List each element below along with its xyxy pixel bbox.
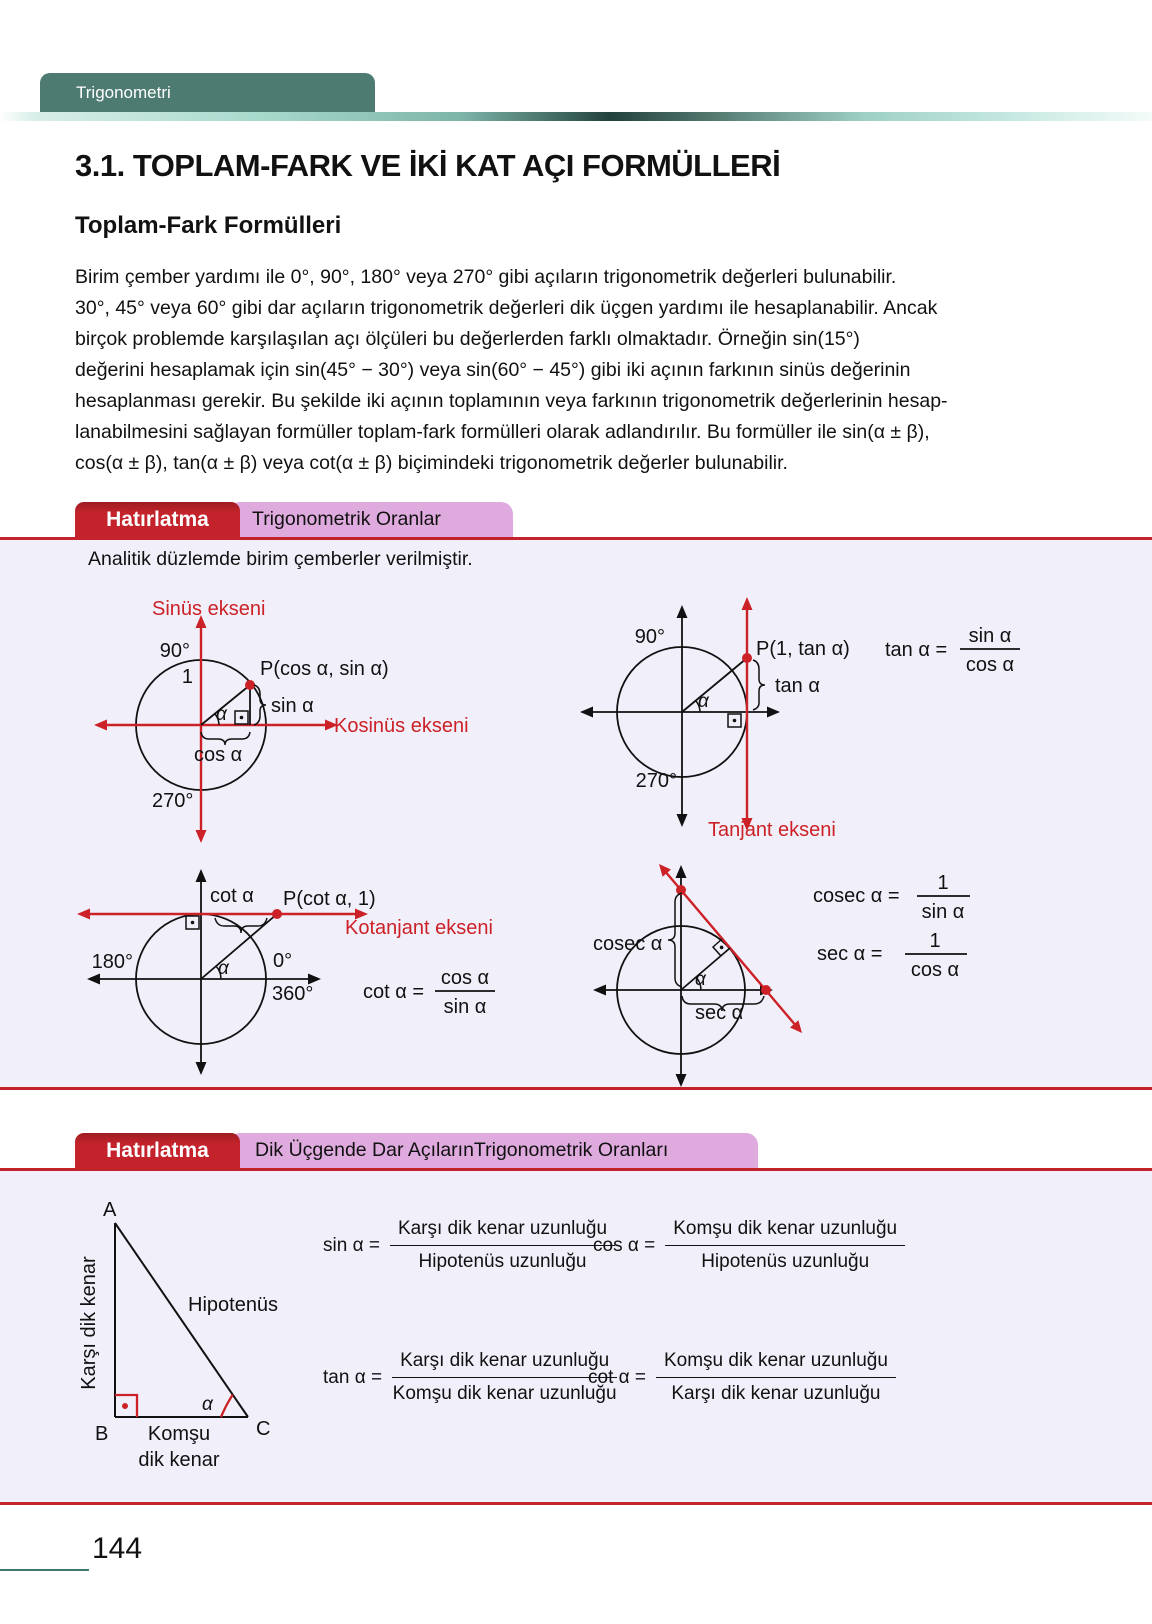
alpha-label: α bbox=[202, 1394, 213, 1415]
hypotenuse-side bbox=[115, 1223, 248, 1417]
cos-ratio-formula bbox=[593, 1218, 905, 1273]
arrow-down-icon bbox=[196, 1062, 207, 1075]
point-p-label: P(cot α, 1) bbox=[283, 888, 376, 910]
hypotenuse-label: Hipotenüs bbox=[188, 1294, 279, 1316]
deg180-label: 180° bbox=[91, 951, 133, 973]
fraction bbox=[392, 1350, 617, 1405]
sec-formula-num: 1 bbox=[929, 930, 941, 952]
arrow-up-icon bbox=[677, 605, 688, 618]
right-angle-dot bbox=[191, 921, 195, 925]
footer-rule bbox=[0, 1569, 89, 1571]
page-number: 144 bbox=[92, 1532, 143, 1565]
deg0-label: 0° bbox=[273, 950, 293, 972]
section-title: 3.1. TOPLAM-FARK VE İKİ KAT AÇI FORMÜLLERİ bbox=[75, 148, 781, 183]
cosec-formula-num: 1 bbox=[937, 872, 949, 894]
paragraph-line: lanabilmesini sağlayan formüller toplam-fark formülleri olarak adlandırılır. Bu formüller ile sin(α ± β), bbox=[75, 421, 930, 443]
right-angle-dot bbox=[122, 1403, 128, 1409]
alpha-label: α bbox=[216, 704, 227, 725]
opposite-side-label: Karşı dik kenar bbox=[78, 1256, 100, 1390]
vertex-a-label: A bbox=[103, 1199, 117, 1221]
point-p-dot bbox=[245, 680, 255, 690]
tangent-axis-label: Tanjant ekseni bbox=[708, 819, 836, 841]
arrow-left-icon bbox=[94, 720, 107, 731]
point-p-label: P(1, tan α) bbox=[756, 638, 850, 660]
cosec-brace bbox=[668, 893, 682, 987]
paragraph-line: hesaplanması gerekir. Bu şekilde iki açının toplamının veya farkının trigonometrik değerlerinin hesap- bbox=[75, 390, 948, 412]
cot-formula-num: cos α bbox=[440, 967, 490, 989]
chapter-tab-label: Trigonometri bbox=[76, 82, 171, 102]
formula-lhs: cos α = bbox=[593, 1234, 656, 1256]
fraction bbox=[390, 1218, 615, 1273]
vertex-c-label: C bbox=[256, 1418, 271, 1440]
deg270-label: 270° bbox=[152, 790, 194, 812]
cot-formula-lhs: cot α = bbox=[363, 981, 425, 1003]
arrow-left-icon bbox=[77, 909, 90, 920]
tan-ratio-formula bbox=[323, 1350, 617, 1405]
point-p-dot bbox=[742, 653, 752, 663]
vertex-b-label: B bbox=[95, 1423, 109, 1445]
sine-axis-label: Sinüs ekseni bbox=[152, 598, 266, 620]
cosine-axis-label: Kosinüs ekseni bbox=[334, 715, 469, 737]
deg90-label: 90° bbox=[634, 626, 665, 648]
sin-ratio-formula bbox=[323, 1218, 615, 1273]
arrow-left-icon bbox=[87, 974, 100, 985]
cosec-formula-den: sin α bbox=[921, 901, 965, 923]
right-angle-dot bbox=[240, 716, 244, 720]
section-subtitle: Toplam-Fark Formülleri bbox=[75, 212, 342, 239]
tan-formula-den: cos α bbox=[965, 654, 1015, 676]
right-angle-dot bbox=[733, 719, 737, 723]
arrow-down-icon bbox=[677, 814, 688, 827]
sec-formula-den: cos α bbox=[910, 959, 960, 981]
tan-formula-lhs: tan α = bbox=[885, 639, 948, 661]
tan-formula-num: sin α bbox=[968, 625, 1012, 647]
arrow-right-icon bbox=[767, 707, 780, 718]
adjacent-side-label-line2: dik kenar bbox=[138, 1449, 220, 1471]
reminder2-tab-label: Hatırlatma bbox=[106, 1139, 209, 1162]
cot-formula-den: sin α bbox=[443, 996, 487, 1018]
fraction bbox=[665, 1218, 905, 1273]
paragraph-line: cos(α ± β), tan(α ± β) veya cot(α ± β) biçimindeki trigonometrik değerler bulunabilir. bbox=[75, 452, 788, 474]
cot-label: cot α bbox=[210, 885, 254, 907]
reminder1-topic-label: Trigonometrik Oranlar bbox=[252, 508, 441, 530]
point-p-label: P(cos α, sin α) bbox=[260, 658, 389, 680]
intro-paragraph bbox=[75, 262, 1095, 479]
deg90-label: 90° bbox=[159, 640, 190, 662]
arrow-up-icon bbox=[742, 597, 753, 610]
cos-label: cos α bbox=[194, 744, 243, 766]
fraction-denominator: Karşı dik kenar uzunluğu bbox=[671, 1383, 881, 1404]
cotangent-axis-label: Kotanjant ekseni bbox=[345, 917, 493, 939]
point-p-dot bbox=[272, 909, 282, 919]
paragraph-line: Birim çember yardımı ile 0°, 90°, 180° veya 270° gibi açıların trigonometrik değerleri bulunabilir. bbox=[75, 266, 897, 288]
reminder1-tab-label: Hatırlatma bbox=[106, 508, 209, 531]
fraction-numerator: Karşı dik kenar uzunluğu bbox=[392, 1350, 617, 1378]
fraction-denominator: Komşu dik kenar uzunluğu bbox=[392, 1383, 617, 1404]
header-gradient-bar bbox=[0, 112, 1152, 121]
cosec-formula-lhs: cosec α = bbox=[813, 885, 900, 907]
tan-label: tan α bbox=[775, 675, 820, 697]
fraction-denominator: Hipotenüs uzunluğu bbox=[701, 1251, 870, 1272]
cot-brace bbox=[215, 918, 267, 933]
angle-arc bbox=[221, 1395, 233, 1417]
fraction bbox=[656, 1350, 896, 1405]
deg360-label: 360° bbox=[272, 983, 314, 1005]
chapter-tab bbox=[40, 73, 375, 112]
unit-circle-sincos-diagram bbox=[90, 575, 490, 847]
arrow-down-icon bbox=[676, 1074, 687, 1087]
formula-lhs: sin α = bbox=[323, 1234, 380, 1256]
fraction-denominator: Hipotenüs uzunluğu bbox=[418, 1251, 587, 1272]
radius-one-label: 1 bbox=[181, 666, 193, 688]
cosec-label: cosec α bbox=[593, 933, 663, 955]
unit-circle-cotangent-diagram bbox=[75, 855, 525, 1090]
unit-circle-secant-diagram bbox=[555, 855, 1035, 1095]
fraction-numerator: Komşu dik kenar uzunluğu bbox=[665, 1218, 905, 1246]
reminder1-intro: Analitik düzlemde birim çemberler verilmiştir. bbox=[88, 548, 473, 570]
reminder1-tab bbox=[75, 502, 240, 538]
formula-lhs: tan α = bbox=[323, 1366, 383, 1388]
alpha-label: α bbox=[218, 958, 229, 979]
sin-label: sin α bbox=[271, 695, 314, 717]
radius-line bbox=[682, 658, 747, 712]
reminder2-tab bbox=[75, 1133, 240, 1169]
fraction-numerator: Komşu dik kenar uzunluğu bbox=[656, 1350, 896, 1378]
arrow-left-icon bbox=[580, 707, 593, 718]
adjacent-side-label-line1: Komşu bbox=[147, 1423, 211, 1445]
reminder2-topic-label: Dik Üçgende Dar AçılarınTrigonometrik Oranları bbox=[255, 1139, 669, 1161]
arrow-up-icon bbox=[676, 865, 687, 878]
paragraph-line: 30°, 45° veya 60° gibi dar açıların trigonometrik değerleri dik üçgen yardımı ile hesaplanabilir. Ancak bbox=[75, 297, 938, 319]
right-triangle-diagram bbox=[75, 1195, 325, 1480]
fraction-numerator: Karşı dik kenar uzunluğu bbox=[390, 1218, 615, 1246]
formula-lhs: cot α = bbox=[588, 1366, 646, 1388]
right-angle-dot bbox=[720, 946, 724, 950]
arrow-left-icon bbox=[593, 985, 606, 996]
alpha-label: α bbox=[695, 969, 706, 990]
paragraph-line: değerini hesaplamak için sin(45° − 30°) veya sin(60° − 45°) gibi iki açının farkının sinüs değerinin bbox=[75, 359, 911, 381]
unit-circle-tangent-diagram bbox=[560, 575, 1030, 865]
arrow-down-icon bbox=[196, 830, 207, 843]
alpha-label: α bbox=[698, 691, 709, 712]
deg270-label: 270° bbox=[635, 770, 677, 792]
sec-formula-lhs: sec α = bbox=[817, 943, 883, 965]
sec-label: sec α bbox=[695, 1002, 744, 1024]
paragraph-line: birçok problemde karşılaşılan açı ölçüleri bu değerlerden farklı olmaktadır. Örneğin sin(15°) bbox=[75, 328, 860, 350]
arrow-up-icon bbox=[196, 869, 207, 882]
sec-intercept-dot bbox=[761, 985, 771, 995]
cot-ratio-formula bbox=[588, 1350, 896, 1405]
tan-brace bbox=[753, 660, 765, 710]
